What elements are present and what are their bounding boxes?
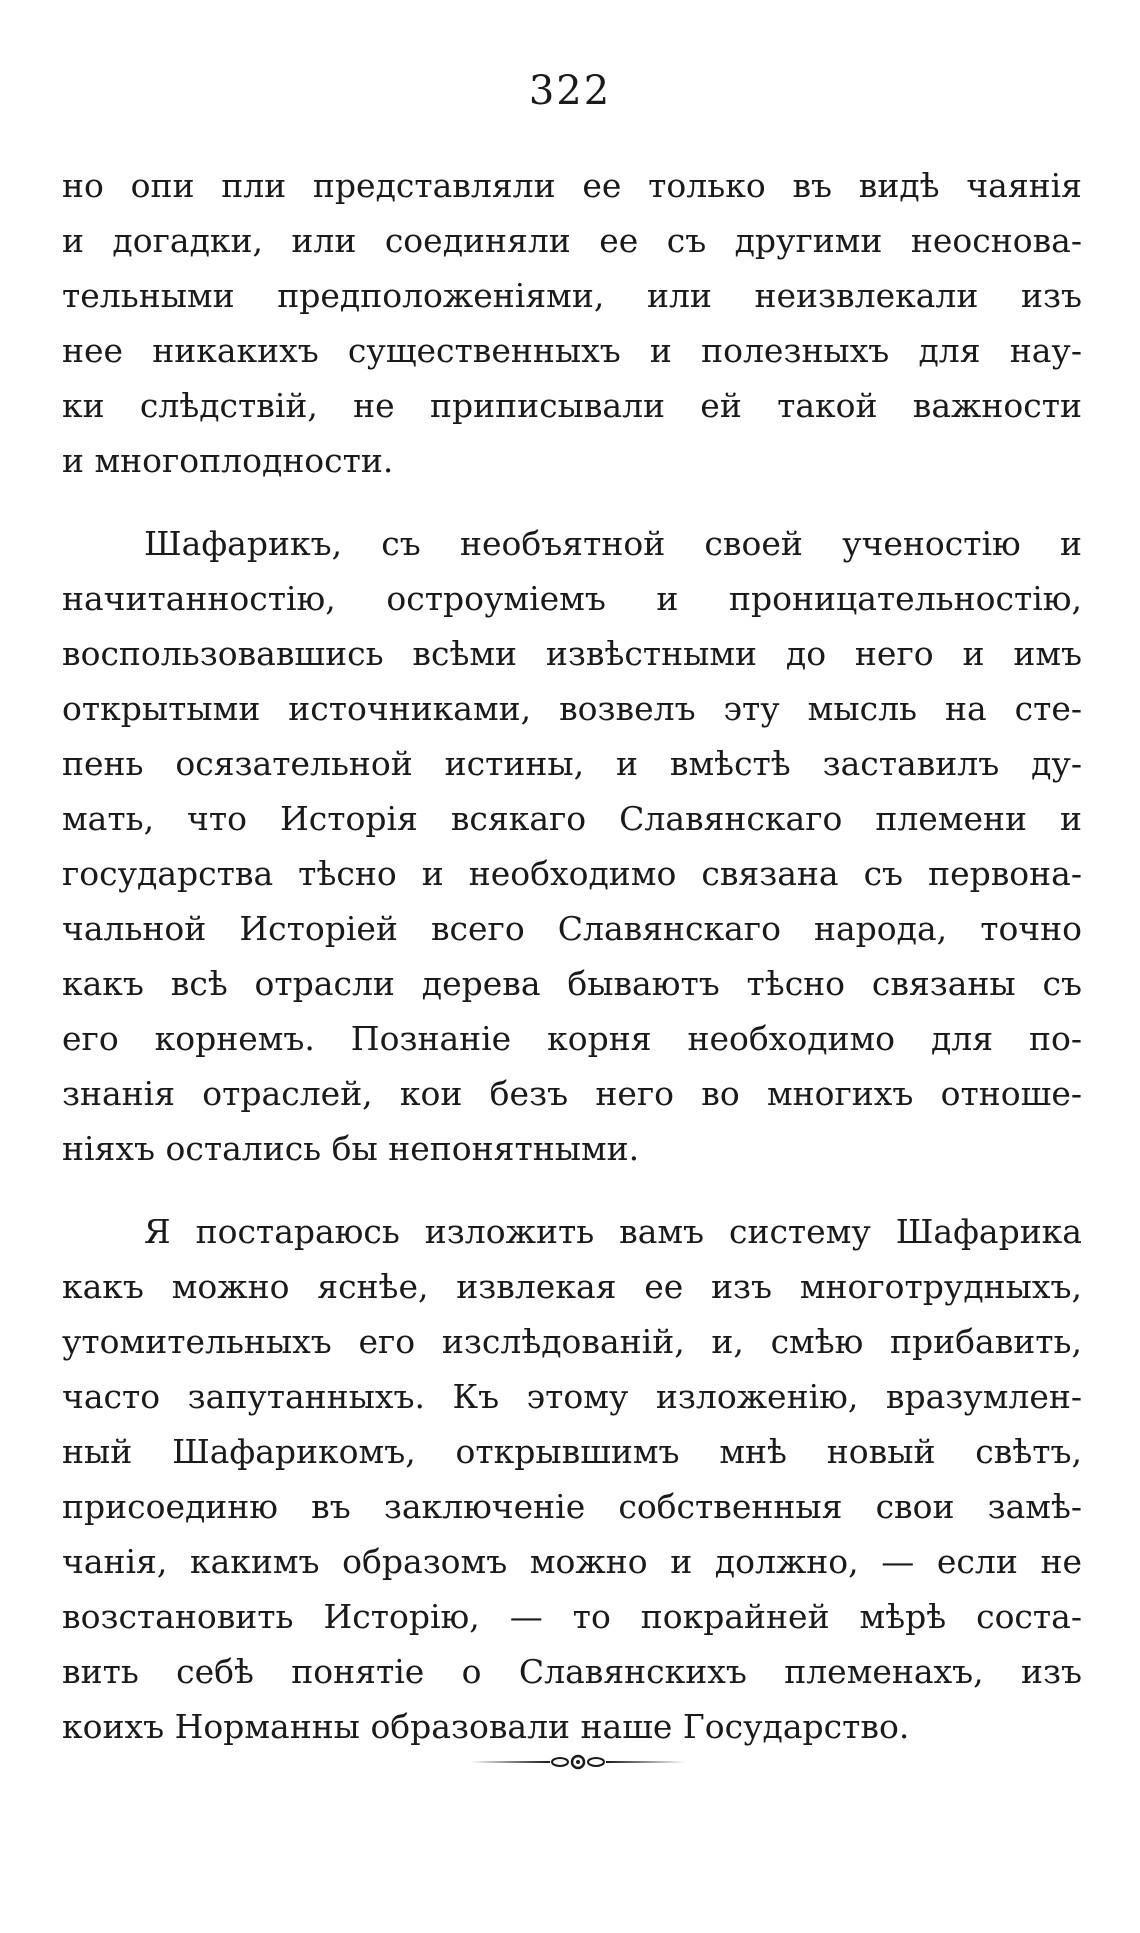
text-line: нее никакихъ существенныхъ и полезныхъ для нау- [62, 331, 1082, 370]
text-line: пень осязательной истины, и вмѣстѣ заставилъ ду- [62, 744, 1082, 783]
text-line: Шафарикъ, съ необъятной своей ученостію и [144, 524, 1082, 563]
text-line: ніяхъ остались бы непонятными. [62, 1129, 640, 1168]
text-line: вить себѣ понятіе о Славянскихъ племенахъ, изъ [62, 1652, 1082, 1691]
text-line: мать, что Исторія всякаго Славянскаго племени и [62, 799, 1082, 838]
text-line: Я постараюсь изложить вамъ систему Шафарика [144, 1212, 1082, 1251]
text-line: какъ всѣ отрасли дерева бываютъ тѣсно связаны съ [62, 964, 1082, 1003]
text-line: утомительныхъ его изслѣдованій, и, смѣю прибавить, [62, 1322, 1082, 1361]
text-line: ки слѣдствій, не приписывали ей такой важности [62, 386, 1082, 425]
text-line: и многоплодности. [62, 441, 394, 480]
text-line: и догадки, или соединяли ее съ другими неоснова- [62, 221, 1082, 260]
text-line: коихъ Норманны образовали наше Государство. [62, 1707, 910, 1746]
text-line: ный Шафарикомъ, открывшимъ мнѣ новый свѣтъ, [62, 1432, 1082, 1471]
text-line: присоединю въ заключеніе собственныя свои замѣ- [62, 1487, 1082, 1526]
text-line: воспользовавшись всѣми извѣстными до него и имъ [62, 634, 1082, 673]
text-line: чанія, какимъ образомъ можно и должно, — если не [62, 1542, 1082, 1581]
text-line: часто запутанныхъ. Къ этому изложенію, вразумлен- [62, 1377, 1082, 1416]
paragraph-1 [62, 158, 1082, 488]
text-line: государства тѣсно и необходимо связана съ первона- [62, 854, 1082, 893]
text-line: знанія отраслей, кои безъ него во многихъ отноше- [62, 1074, 1082, 1113]
page-number: 322 [528, 68, 612, 114]
text-line: чальной Исторіей всего Славянскаго народа, точно [62, 909, 1082, 948]
text-line: возстановить Исторію, — то покрайней мѣрѣ соста- [62, 1597, 1082, 1636]
text-line: открытыми источниками, возвелъ эту мысль на сте- [62, 689, 1082, 728]
tailpiece-ornament-icon [468, 1750, 688, 1774]
text-line: его корнемъ. Познаніе корня необходимо для по- [62, 1019, 1082, 1058]
text-line: тельными предположеніями, или неизвлекали изъ [62, 276, 1082, 315]
body-text [62, 158, 1082, 1754]
text-line: но опи пли представляли ее только въ видѣ чаянія [62, 166, 1082, 205]
text-line: какъ можно яснѣе, извлекая ее изъ многотрудныхъ, [62, 1267, 1082, 1306]
text-line: начитанностію, остроуміемъ и проницательностію, [62, 579, 1082, 618]
paragraph-3 [62, 1204, 1082, 1754]
paragraph-2 [62, 516, 1082, 1176]
